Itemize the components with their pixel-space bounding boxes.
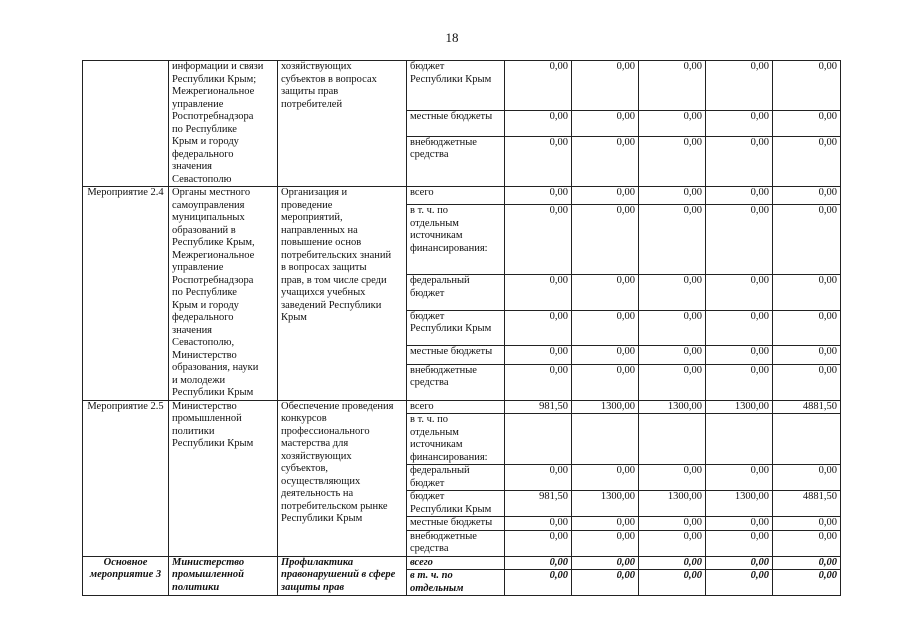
funding-source-cell bbox=[407, 400, 505, 414]
funding-source-cell bbox=[407, 465, 505, 491]
funding-table bbox=[82, 60, 841, 596]
value-cell: 0,00 bbox=[505, 465, 572, 491]
value-cell: 0,00 bbox=[505, 136, 572, 186]
description-line: осуществляющих bbox=[281, 475, 361, 487]
funding-source-line: средства bbox=[410, 377, 449, 389]
executor-line: образования, науки bbox=[172, 362, 259, 373]
funding-source-line: отдельным bbox=[410, 426, 459, 438]
value-cell: 0,00 bbox=[572, 310, 639, 346]
description-line: заведений Республики bbox=[281, 299, 382, 311]
executor-line: Межрегиональное bbox=[172, 86, 255, 97]
executor-line: Республике Крым, bbox=[172, 237, 255, 248]
executor-line: муниципальных bbox=[172, 212, 245, 223]
value-cell: 0,00 bbox=[572, 61, 639, 111]
value-cell: 0,00 bbox=[639, 364, 706, 400]
value-cell: 0,00 bbox=[572, 517, 639, 531]
value-cell: 0,00 bbox=[706, 346, 773, 364]
funding-source-line: местные бюджеты bbox=[410, 346, 493, 358]
funding-source-cell bbox=[407, 570, 505, 596]
funding-source-line: Республики Крым bbox=[410, 323, 492, 335]
funding-source-line: внебюджетные bbox=[410, 364, 477, 376]
description-line: потребителей bbox=[281, 98, 343, 110]
executor-line: Межрегиональное bbox=[172, 249, 255, 261]
description-cell bbox=[278, 400, 407, 556]
measure-cell bbox=[83, 61, 169, 187]
value-cell: 0,00 bbox=[706, 111, 773, 137]
executor-cell bbox=[169, 61, 278, 187]
executor-line: политики bbox=[172, 581, 220, 593]
value-cell: 0,00 bbox=[706, 187, 773, 205]
funding-source-line: источникам bbox=[410, 230, 463, 242]
description-line: повышение основ bbox=[281, 237, 362, 248]
value-cell: 0,00 bbox=[572, 346, 639, 364]
executor-line: Роспотребнадзора bbox=[172, 274, 254, 286]
funding-source-line: бюджет bbox=[410, 310, 445, 322]
value-cell: 0,00 bbox=[505, 187, 572, 205]
value-cell: 981,50 bbox=[505, 491, 572, 517]
funding-source-cell bbox=[407, 205, 505, 275]
description-line: субъектов, bbox=[281, 463, 329, 474]
value-cell: 0,00 bbox=[639, 310, 706, 346]
value-cell: 0,00 bbox=[505, 346, 572, 364]
value-cell: 0,00 bbox=[639, 61, 706, 111]
description-line: Республики Крым bbox=[281, 513, 363, 524]
value-cell: 0,00 bbox=[773, 517, 841, 531]
value-cell: 0,00 bbox=[639, 187, 706, 205]
executor-line: промышленной bbox=[172, 413, 242, 424]
executor-line: политики bbox=[172, 425, 215, 437]
value-cell: 0,00 bbox=[773, 364, 841, 400]
description-line: деятельность на bbox=[281, 488, 354, 499]
executor-line: промышленной bbox=[172, 569, 244, 580]
funding-source-cell bbox=[407, 364, 505, 400]
value-cell: 1300,00 bbox=[706, 491, 773, 517]
description-line: хозяйствующих bbox=[281, 61, 352, 72]
value-cell: 0,00 bbox=[572, 187, 639, 205]
value-cell: 0,00 bbox=[773, 61, 841, 111]
description-line: прав, в том числе среди bbox=[281, 274, 387, 286]
value-cell: 0,00 bbox=[505, 61, 572, 111]
executor-line: информации и связи bbox=[172, 61, 264, 72]
value-cell: 0,00 bbox=[505, 517, 572, 531]
value-cell: 1300,00 bbox=[639, 400, 706, 414]
value-cell: 0,00 bbox=[706, 570, 773, 596]
value-cell: 0,00 bbox=[773, 136, 841, 186]
value-cell: 0,00 bbox=[572, 205, 639, 275]
executor-line: Республики Крым; bbox=[172, 73, 257, 85]
value-cell: 0,00 bbox=[505, 310, 572, 346]
funding-source-cell bbox=[407, 136, 505, 186]
value-cell: 1300,00 bbox=[572, 400, 639, 414]
funding-source-line: внебюджетные bbox=[410, 136, 477, 148]
funding-source-line: всего bbox=[410, 556, 433, 568]
funding-source-line: в т. ч. по bbox=[410, 570, 453, 581]
value-cell: 0,00 bbox=[773, 530, 841, 556]
description-line: мероприятий, bbox=[281, 212, 343, 223]
value-cell: 0,00 bbox=[572, 530, 639, 556]
funding-source-line: бюджет bbox=[410, 477, 445, 489]
table-row bbox=[83, 556, 841, 570]
value-cell: 0,00 bbox=[706, 205, 773, 275]
value-cell: 0,00 bbox=[572, 364, 639, 400]
value-cell bbox=[639, 414, 706, 465]
description-line: потребительских знаний bbox=[281, 249, 392, 261]
value-cell: 0,00 bbox=[505, 364, 572, 400]
value-cell: 0,00 bbox=[773, 111, 841, 137]
funding-source-cell bbox=[407, 414, 505, 465]
executor-line: образований в bbox=[172, 224, 236, 236]
funding-source-cell bbox=[407, 310, 505, 346]
executor-line: Министерство bbox=[172, 556, 245, 568]
funding-source-cell bbox=[407, 346, 505, 364]
value-cell: 0,00 bbox=[572, 556, 639, 570]
funding-source-line: внебюджетные bbox=[410, 530, 477, 542]
description-cell bbox=[278, 187, 407, 401]
funding-source-line: финансирования: bbox=[410, 451, 488, 463]
funding-source-line: федеральный bbox=[410, 465, 470, 476]
funding-source-line: Республики Крым bbox=[410, 503, 492, 515]
value-cell: 4881,50 bbox=[773, 400, 841, 414]
description-line: профессионального bbox=[281, 425, 370, 437]
value-cell: 0,00 bbox=[639, 346, 706, 364]
value-cell: 0,00 bbox=[639, 205, 706, 275]
value-cell: 0,00 bbox=[639, 530, 706, 556]
funding-source-cell bbox=[407, 556, 505, 570]
description-line: учащихся учебных bbox=[281, 287, 366, 298]
value-cell: 0,00 bbox=[706, 310, 773, 346]
value-cell: 0,00 bbox=[505, 275, 572, 311]
value-cell: 0,00 bbox=[572, 275, 639, 311]
description-line: Обеспечение проведения bbox=[281, 400, 394, 412]
description-cell bbox=[278, 61, 407, 187]
value-cell: 0,00 bbox=[572, 136, 639, 186]
description-line: хозяйствующих bbox=[281, 450, 352, 462]
executor-line: управление bbox=[172, 98, 224, 110]
value-cell: 0,00 bbox=[773, 556, 841, 570]
value-cell: 0,00 bbox=[706, 275, 773, 311]
measure-cell: Мероприятие 2.4 bbox=[83, 187, 169, 401]
funding-source-line: всего bbox=[410, 400, 434, 412]
executor-cell bbox=[169, 187, 278, 401]
executor-line: федерального bbox=[172, 148, 234, 160]
page-number: 18 bbox=[445, 30, 459, 45]
funding-source-line: местные бюджеты bbox=[410, 517, 493, 528]
executor-line: Министерство bbox=[172, 349, 237, 361]
value-cell: 0,00 bbox=[505, 111, 572, 137]
funding-source-line: местные бюджеты bbox=[410, 111, 493, 122]
value-cell: 0,00 bbox=[639, 111, 706, 137]
funding-source-line: источникам bbox=[410, 439, 463, 450]
funding-source-line: средства bbox=[410, 543, 449, 554]
executor-line: Крым и городу bbox=[172, 136, 239, 147]
measure-cell: Мероприятие 2.5 bbox=[83, 400, 169, 556]
funding-source-cell bbox=[407, 187, 505, 205]
description-line: защиты прав bbox=[281, 86, 339, 97]
description-line: в вопросах защиты bbox=[281, 262, 367, 273]
funding-source-line: отдельным bbox=[410, 582, 464, 594]
value-cell bbox=[773, 414, 841, 465]
funding-source-line: средства bbox=[410, 149, 449, 161]
funding-source-line: в т. ч. по bbox=[410, 205, 449, 217]
funding-source-line: бюджет bbox=[410, 287, 445, 299]
description-line: конкурсов bbox=[281, 413, 327, 424]
value-cell: 0,00 bbox=[639, 465, 706, 491]
funding-source-cell bbox=[407, 275, 505, 311]
funding-source-line: бюджет bbox=[410, 61, 445, 72]
funding-source-cell bbox=[407, 491, 505, 517]
executor-line: управление bbox=[172, 262, 224, 273]
table-body bbox=[83, 61, 841, 596]
value-cell: 0,00 bbox=[572, 111, 639, 137]
table-row bbox=[83, 61, 841, 111]
description-line: Организация и bbox=[281, 187, 348, 198]
value-cell: 0,00 bbox=[706, 556, 773, 570]
executor-line: федерального bbox=[172, 312, 234, 323]
funding-source-cell bbox=[407, 111, 505, 137]
funding-source-line: финансирования: bbox=[410, 242, 488, 254]
executor-line: Республики Крым bbox=[172, 438, 254, 449]
description-line: субъектов в вопросах bbox=[281, 73, 377, 85]
value-cell: 0,00 bbox=[773, 187, 841, 205]
funding-source-line: бюджет bbox=[410, 491, 445, 502]
description-line: защиты прав bbox=[281, 581, 345, 593]
description-line: проведение bbox=[281, 199, 333, 211]
value-cell: 0,00 bbox=[505, 205, 572, 275]
value-cell: 0,00 bbox=[706, 517, 773, 531]
description-line: Профилактика bbox=[281, 556, 354, 568]
description-line: Крым bbox=[281, 312, 307, 323]
value-cell bbox=[505, 414, 572, 465]
table-row bbox=[83, 187, 841, 205]
value-cell: 0,00 bbox=[706, 465, 773, 491]
value-cell: 0,00 bbox=[706, 364, 773, 400]
value-cell: 0,00 bbox=[773, 465, 841, 491]
executor-line: Органы местного bbox=[172, 187, 251, 198]
value-cell: 0,00 bbox=[505, 570, 572, 596]
value-cell: 0,00 bbox=[639, 517, 706, 531]
funding-source-line: в т. ч. по bbox=[410, 414, 449, 425]
executor-line: самоуправления bbox=[172, 199, 245, 211]
value-cell: 0,00 bbox=[706, 530, 773, 556]
measure-cell: Основное мероприятие 3 bbox=[83, 556, 169, 596]
funding-source-cell bbox=[407, 517, 505, 531]
value-cell bbox=[572, 414, 639, 465]
value-cell: 0,00 bbox=[639, 275, 706, 311]
value-cell: 0,00 bbox=[639, 570, 706, 596]
funding-source-line: федеральный bbox=[410, 275, 470, 287]
value-cell: 0,00 bbox=[773, 570, 841, 596]
value-cell: 0,00 bbox=[505, 556, 572, 570]
value-cell: 0,00 bbox=[773, 205, 841, 275]
executor-line: Роспотребнадзора bbox=[172, 111, 254, 122]
value-cell: 0,00 bbox=[773, 275, 841, 311]
value-cell: 1300,00 bbox=[572, 491, 639, 517]
funding-source-cell bbox=[407, 530, 505, 556]
funding-source-line: отдельным bbox=[410, 217, 459, 229]
value-cell: 981,50 bbox=[505, 400, 572, 414]
executor-line: Крым и городу bbox=[172, 299, 239, 311]
value-cell: 0,00 bbox=[639, 556, 706, 570]
value-cell: 0,00 bbox=[639, 136, 706, 186]
value-cell: 4881,50 bbox=[773, 491, 841, 517]
value-cell: 0,00 bbox=[773, 346, 841, 364]
funding-source-line: Республики Крым bbox=[410, 73, 492, 85]
executor-line: по Республике bbox=[172, 287, 237, 298]
executor-line: значения bbox=[172, 161, 213, 172]
value-cell: 1300,00 bbox=[639, 491, 706, 517]
executor-line: Севастополю bbox=[172, 173, 232, 185]
description-cell bbox=[278, 556, 407, 596]
value-cell: 0,00 bbox=[706, 136, 773, 186]
value-cell bbox=[706, 414, 773, 465]
executor-line: и молодежи bbox=[172, 374, 226, 386]
executor-line: Республики Крым bbox=[172, 387, 254, 398]
executor-cell bbox=[169, 400, 278, 556]
executor-line: Севастополю, bbox=[172, 337, 235, 348]
value-cell: 0,00 bbox=[572, 570, 639, 596]
description-line: мастерства для bbox=[281, 438, 349, 449]
description-line: направленных на bbox=[281, 224, 358, 236]
funding-source-line: всего bbox=[410, 187, 434, 198]
description-line: правонарушений в сфере bbox=[281, 569, 396, 580]
table-row bbox=[83, 400, 841, 414]
executor-line: значения bbox=[172, 324, 213, 336]
value-cell: 0,00 bbox=[572, 465, 639, 491]
value-cell: 1300,00 bbox=[706, 400, 773, 414]
value-cell: 0,00 bbox=[773, 310, 841, 346]
executor-line: Министерство bbox=[172, 400, 237, 412]
value-cell: 0,00 bbox=[505, 530, 572, 556]
value-cell: 0,00 bbox=[706, 61, 773, 111]
funding-source-cell bbox=[407, 61, 505, 111]
executor-line: по Республике bbox=[172, 123, 237, 135]
executor-cell bbox=[169, 556, 278, 596]
description-line: потребительском рынке bbox=[281, 500, 388, 512]
